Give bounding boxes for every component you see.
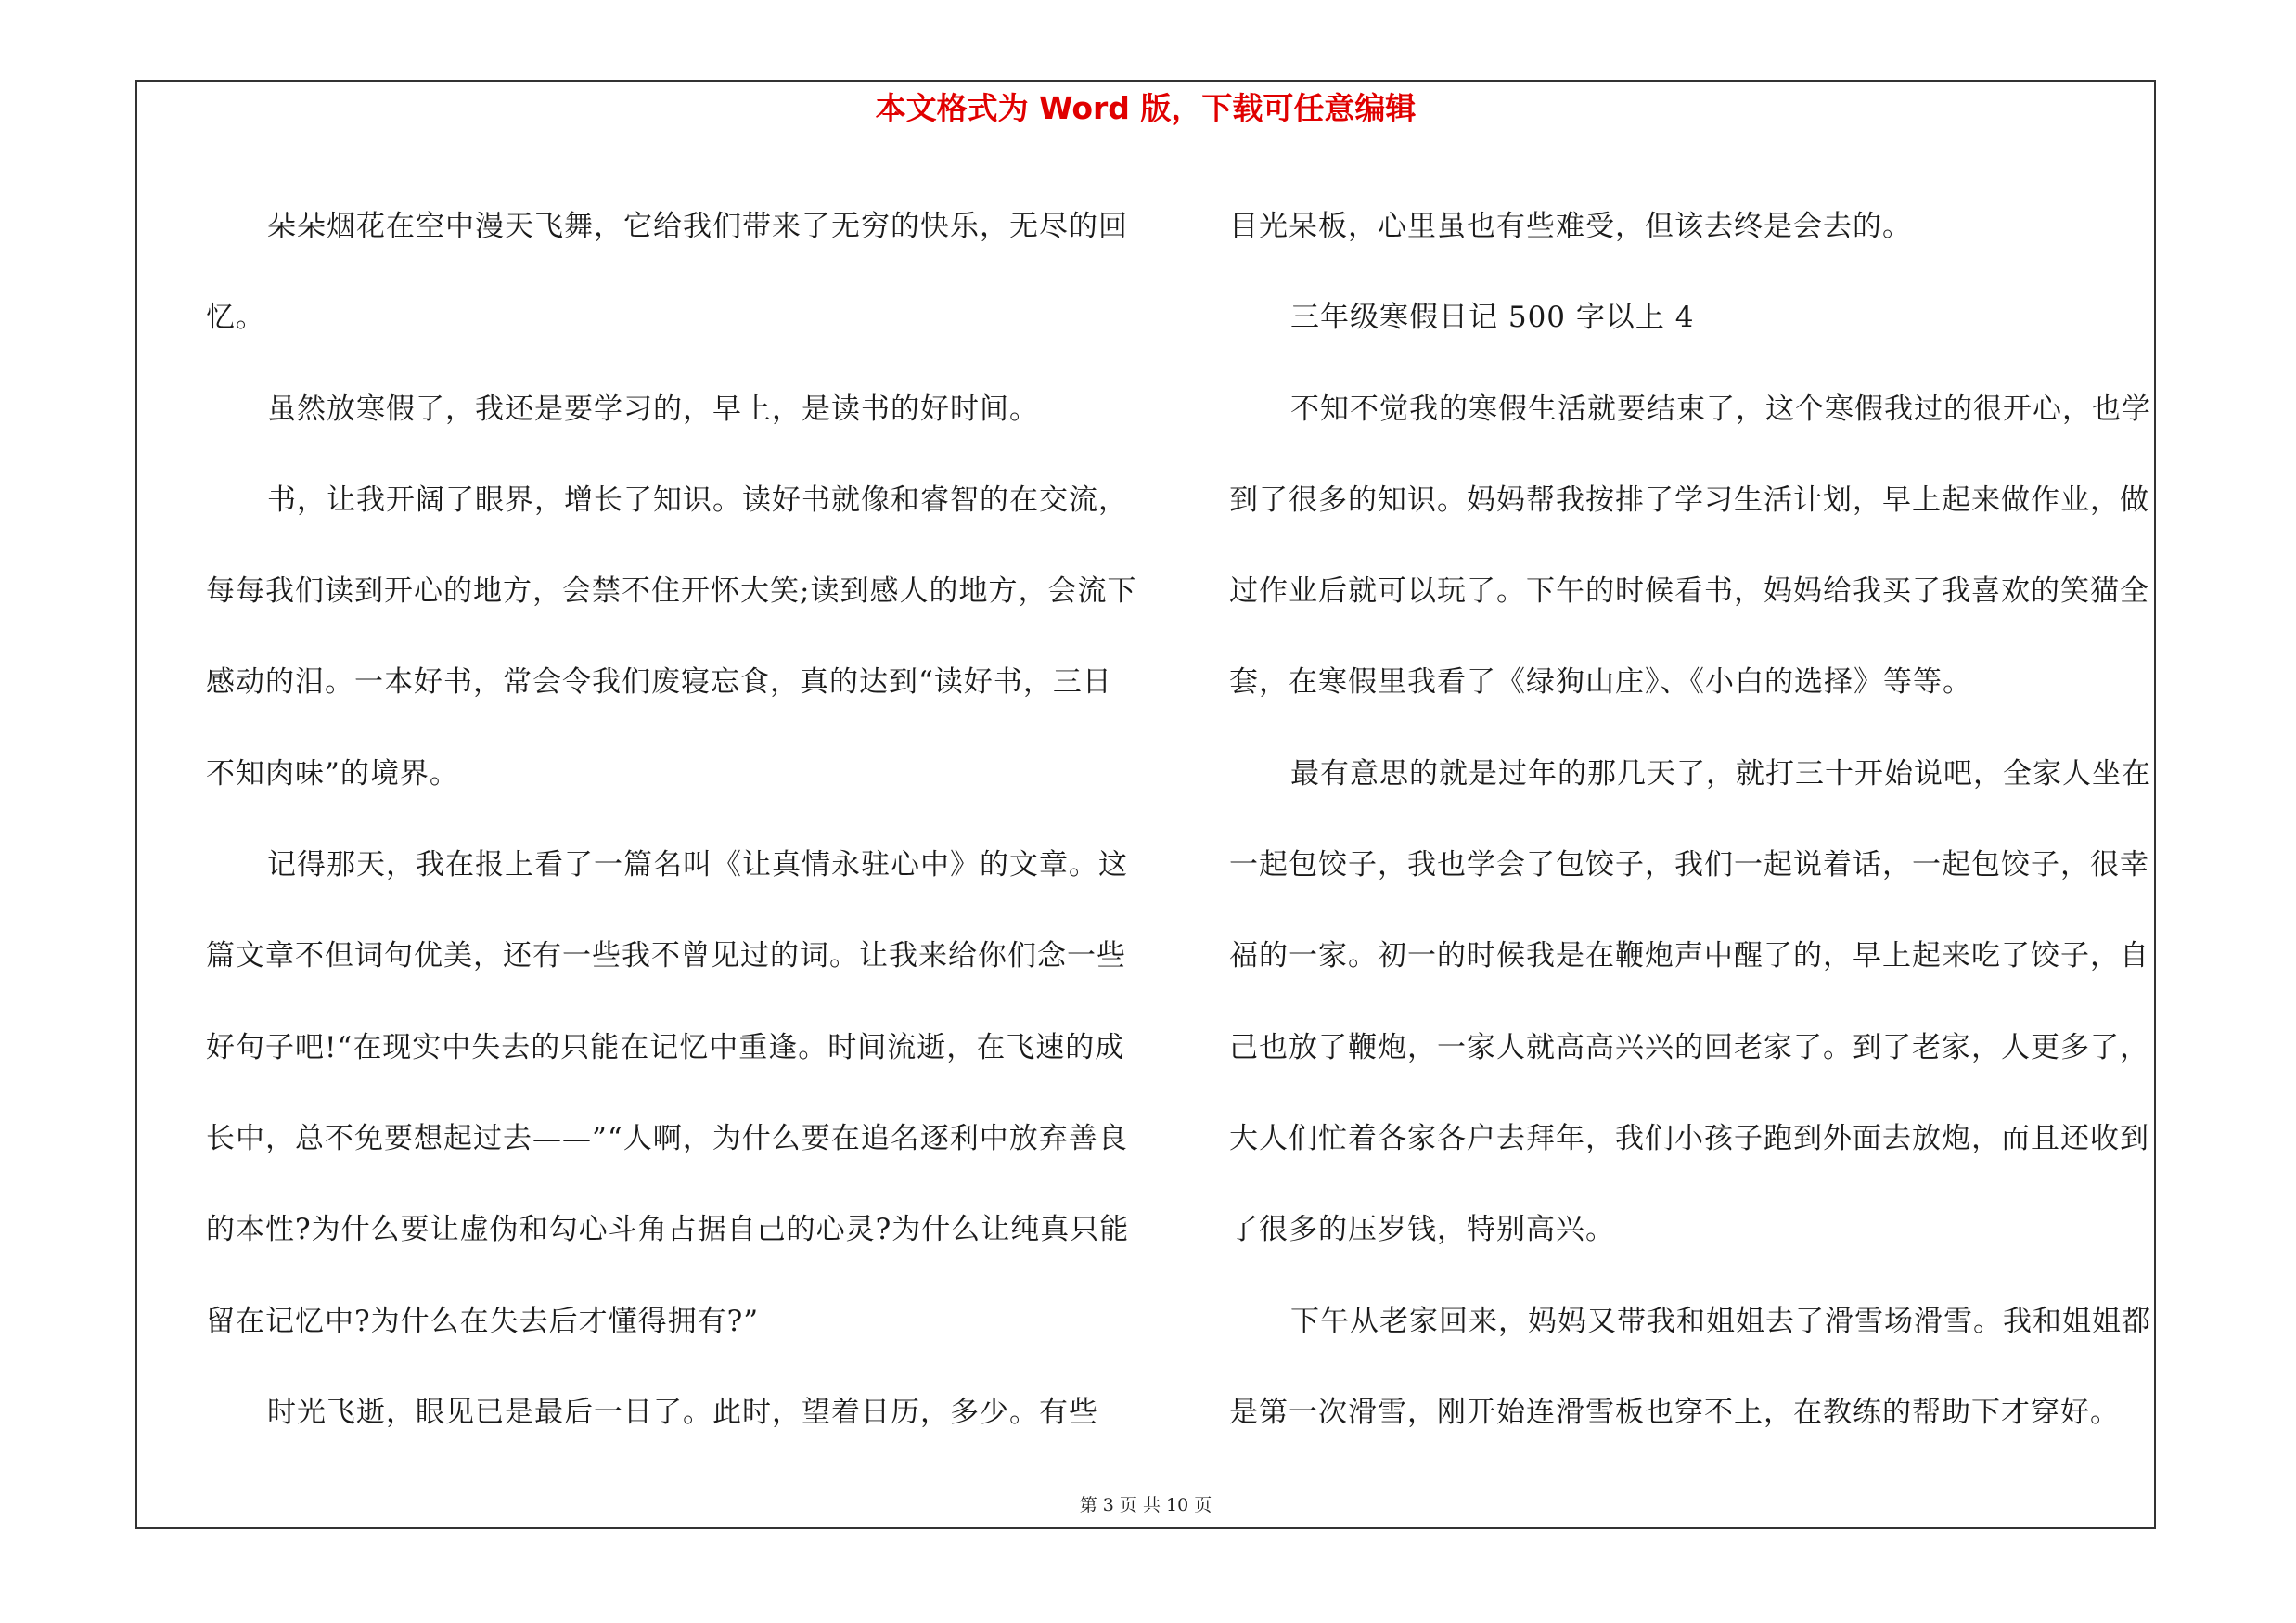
- paragraph: 记得那天，我在报上看了一篇名叫《让真情永驻心中》的文章。这篇文章不但词句优美，还有一些我不曾见过的词。让我来给你们念一些好句子吧!“在现实中失去的只能在记忆中重逢。时间流逝，在飞速的成长中，总不免要想起过去——”“人啊，为什么要在追名逐利中放弃善良的本性?为什么要让虚伪和勾心斗角占据自己的心灵?为什么让纯真只能留在记忆中?为什么在失去后才懂得拥有?”: [206, 848, 1130, 1338]
- paragraph-continuation: 目光呆板，心里虽也有些难受，但该去终是会去的。: [1229, 210, 1912, 243]
- right-column: [1229, 181, 2166, 1458]
- left-column: [206, 181, 1138, 1458]
- page-label-prefix: 第: [1079, 1495, 1097, 1515]
- section-title: 三年级寒假日记 500 字以上 4: [1290, 301, 1695, 335]
- word-format-banner: 本文格式为 Word 版，下载可任意编辑: [875, 90, 1417, 126]
- paragraph: 不知不觉我的寒假生活就要结束了，这个寒假我过的很开心，也学到了很多的知识。妈妈帮我按排了学习生活计划，早上起来做作业，做过作业后就可以玩了。下午的时候看书，妈妈给我买了我喜欢的笑猫全套，在寒假里我看了《绿狗山庄》、《小白的选择》等等。: [1229, 392, 2151, 700]
- current-page-number: 3: [1102, 1495, 1114, 1515]
- paragraph: 书，让我开阔了眼界，增长了知识。读好书就像和睿智的在交流，每每我们读到开心的地方，会禁不住开怀大笑;读到感人的地方，会流下感动的泪。一本好书，常会令我们废寝忘食，真的达到“读好书，三日不知肉味”的境界。: [206, 483, 1137, 791]
- total-pages-number: 10: [1166, 1495, 1189, 1515]
- paragraph: 最有意思的就是过年的那几天了，就打三十开始说吧，全家人坐在一起包饺子，我也学会了包饺子，我们一起说着话，一起包饺子，很幸福的一家。初一的时候我是在鞭炮声中醒了的，早上起来吃了饺子，自己也放了鞭炮，一家人就高高兴兴的回老家了。到了老家，人更多了，大人们忙着各家各户去拜年，我们小孩子跑到外面去放炮，而且还收到了很多的压岁钱，特别高兴。: [1229, 756, 2151, 1247]
- paragraph: 朵朵烟花在空中漫天飞舞，它给我们带来了无穷的快乐，无尽的回忆。: [206, 210, 1128, 335]
- page-label-mid: 页 共: [1119, 1495, 1161, 1515]
- paragraph: 虽然放寒假了，我还是要学习的，早上，是读书的好时间。: [267, 392, 1039, 426]
- page-number-footer: [135, 1493, 2156, 1517]
- paragraph: 时光飞逝，眼见已是最后一日了。此时，望着日历，多少。有些: [267, 1395, 1098, 1429]
- page-label-suffix: 页: [1194, 1495, 1212, 1515]
- paragraph: 下午从老家回来，妈妈又带我和姐姐去了滑雪场滑雪。我和姐姐都是第一次滑雪，刚开始连滑雪板也穿不上，在教练的帮助下才穿好。: [1229, 1304, 2151, 1429]
